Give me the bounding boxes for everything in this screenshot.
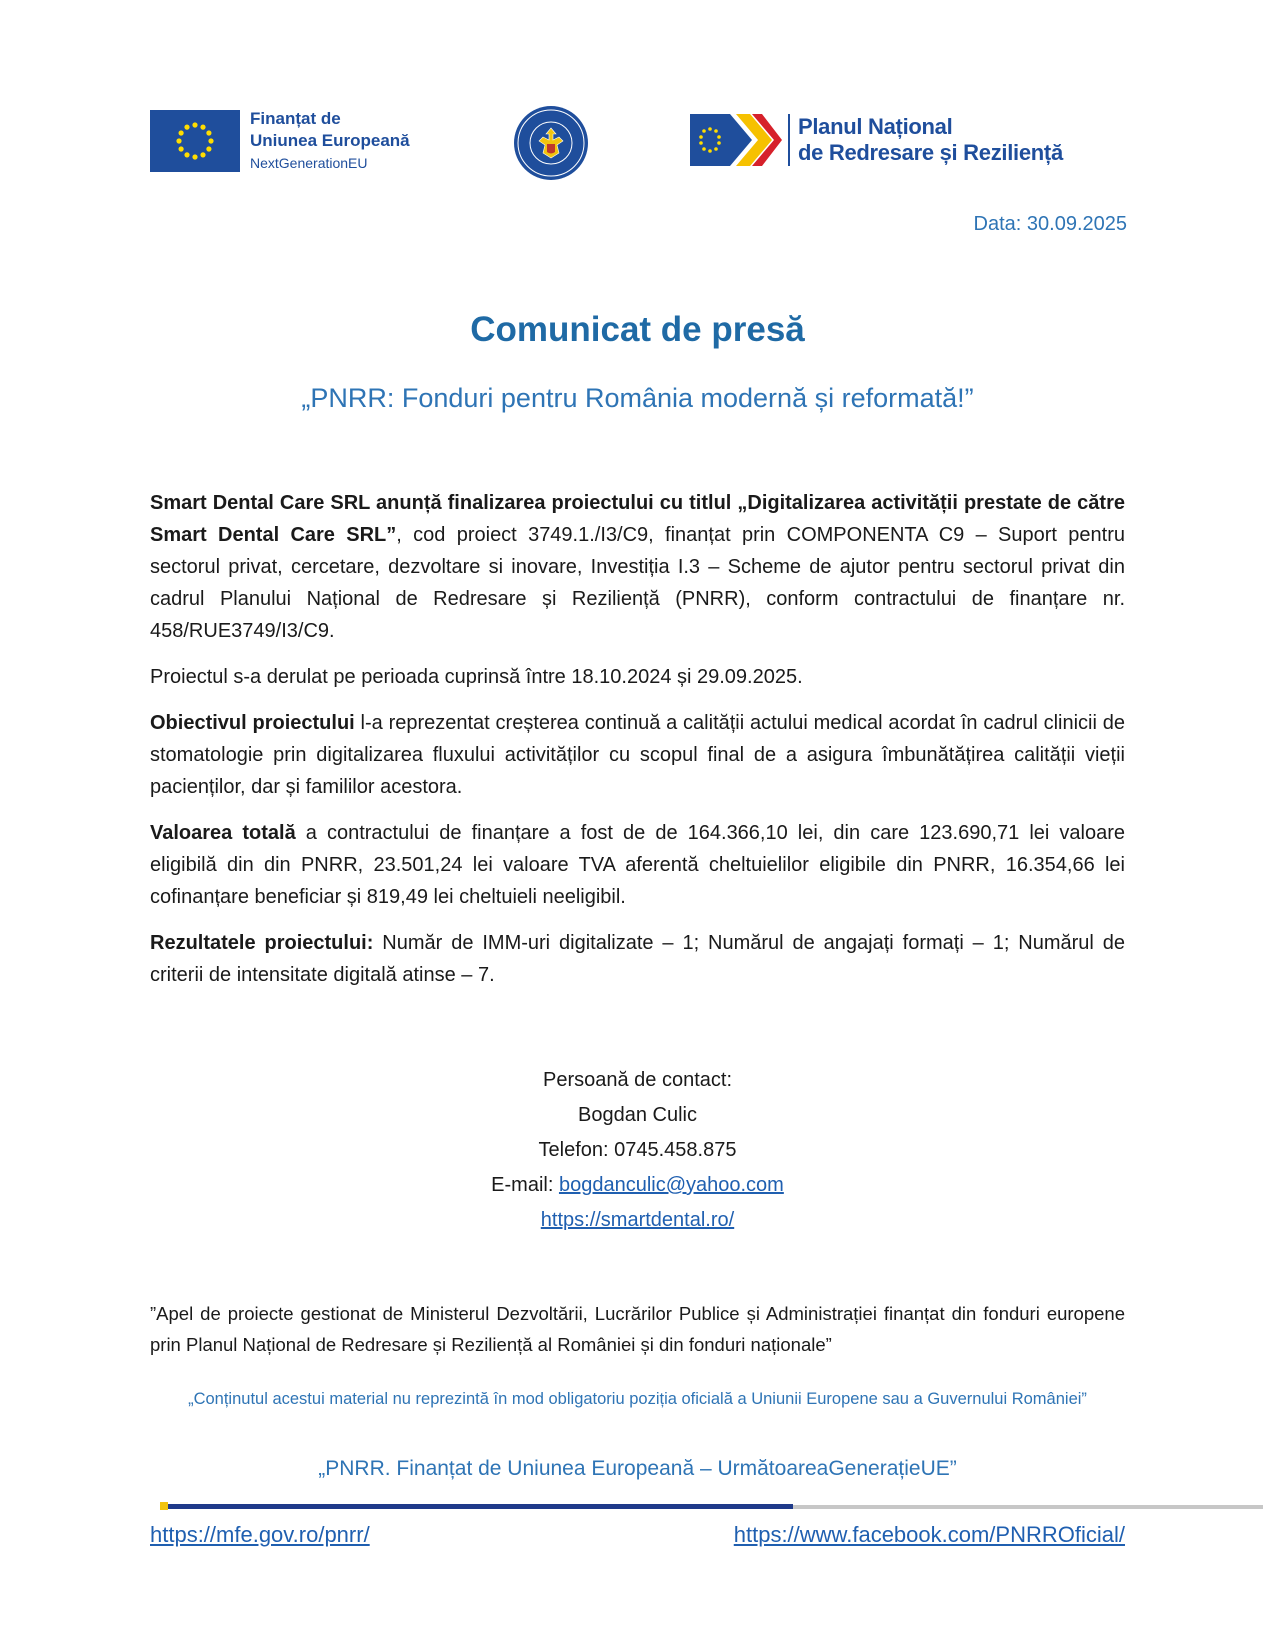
contact-heading: Persoană de contact: bbox=[542, 1069, 732, 1091]
eu-logo-line1: Finanțat de bbox=[250, 109, 341, 128]
announcement-bold: Smart Dental Care SRL anunță finalizarea proiectului cu titlul „Digitalizarea activității prestate de către Smart Dental Care SRL” bbox=[150, 492, 1125, 546]
contact-email-row bbox=[0, 1168, 1275, 1203]
government-seal-icon bbox=[512, 104, 590, 182]
paragraph-total-value bbox=[150, 817, 1125, 913]
announcement-text: , cod proiect 3749.1./I3/C9, finanțat prin COMPONENTA C9 – Suport pentru sectorul privat, cercetare, dezvoltare si inovare, Investiția I.3 – Scheme de ajutor pentru sectorul privat din cadrul Planului Național de Redresare și Reziliență (PNRR), conform contractului de finanțare nr. 458/RUE3749/I3/C9. bbox=[150, 524, 1125, 642]
page-subtitle: „PNRR: Fonduri pentru România modernă și reformată!” bbox=[301, 383, 974, 413]
contact-block bbox=[0, 1063, 1275, 1238]
eu-disclaimer: „Conținutul acestui material nu reprezintă în mod obligatoriu poziția oficială a Uniunii Europene sau a Guvernului României” bbox=[188, 1390, 1087, 1408]
total-value-label: Valoarea totală bbox=[150, 822, 296, 844]
pnrr-logo-line2: de Redresare și Reziliență bbox=[798, 140, 1063, 165]
total-value-text: a contractului de finanțare a fost de de 164.366,10 lei, din care 123.690,71 lei valoare eligibilă din din PNRR, 23.501,24 lei valoare TVA aferentă cheltuielilor eligibile din PNRR, 16.354,66 lei cofinanțare beneficiar și 819,49 lei cheltuieli neeligibil. bbox=[150, 822, 1126, 908]
pnrr-logo bbox=[690, 112, 1063, 168]
pnrr-logo-line1: Planul Național bbox=[798, 114, 953, 139]
objective-label: Obiectivul proiectului bbox=[150, 712, 355, 734]
pnrr-flag-icon bbox=[690, 112, 782, 168]
email-link[interactable]: bogdanculic@yahoo.com bbox=[558, 1174, 784, 1196]
paragraph-project-period: Proiectul s-a derulat pe perioada cuprinsă între 18.10.2024 și 29.09.2025. bbox=[150, 666, 803, 688]
document-date: Data: 30.09.2025 bbox=[973, 213, 1127, 235]
paragraph-results bbox=[150, 927, 1125, 991]
page-title: Comunicat de presă bbox=[470, 310, 805, 349]
paragraph-objective bbox=[150, 707, 1125, 803]
funding-statement: ”Apel de proiecte gestionat de Ministerul Dezvoltării, Lucrărilor Publice și Administrației finanțat din fonduri europene prin Planul Național de Redresare și Reziliență al României și din fonduri naționale” bbox=[150, 1303, 1125, 1355]
footer-divider bbox=[160, 1502, 1105, 1510]
facebook-pnrr-link[interactable]: https://www.facebook.com/PNRROficial/ bbox=[733, 1522, 1125, 1547]
mfe-pnrr-link[interactable]: https://mfe.gov.ro/pnrr/ bbox=[150, 1522, 370, 1547]
press-release-body bbox=[150, 487, 1125, 1005]
eu-logo-line3: NextGenerationEU bbox=[250, 155, 368, 171]
results-label: Rezultatele proiectului: bbox=[150, 932, 374, 954]
results-text: Număr de IMM-uri digitalizate – 1; Numărul de angajați formați – 1; Numărul de criterii de intensitate digitală atinse – 7. bbox=[150, 932, 1126, 986]
eu-flag-icon bbox=[150, 110, 240, 172]
pnrr-slogan: „PNRR. Finanțat de Uniunea Europeană – UrmătoareaGenerațieUE” bbox=[318, 1457, 957, 1480]
eu-funding-logo bbox=[150, 108, 410, 174]
contact-phone: Telefon: 0745.458.875 bbox=[538, 1139, 737, 1161]
contact-name: Bogdan Culic bbox=[578, 1104, 697, 1126]
eu-logo-line2: Uniunea Europeană bbox=[250, 131, 410, 150]
website-link[interactable]: https://smartdental.ro/ bbox=[540, 1209, 735, 1231]
objective-text: l-a reprezentat creșterea continuă a calității actului medical acordat în cadrul clinicii de stomatologie prin digitalizarea fluxului activităților cu scopul final de a asigura îmbunătățirea calității vieții pacienților, dar și famililor acestora. bbox=[150, 712, 1125, 798]
paragraph-project-announcement bbox=[150, 487, 1125, 647]
email-label: E-mail: bbox=[491, 1174, 559, 1196]
